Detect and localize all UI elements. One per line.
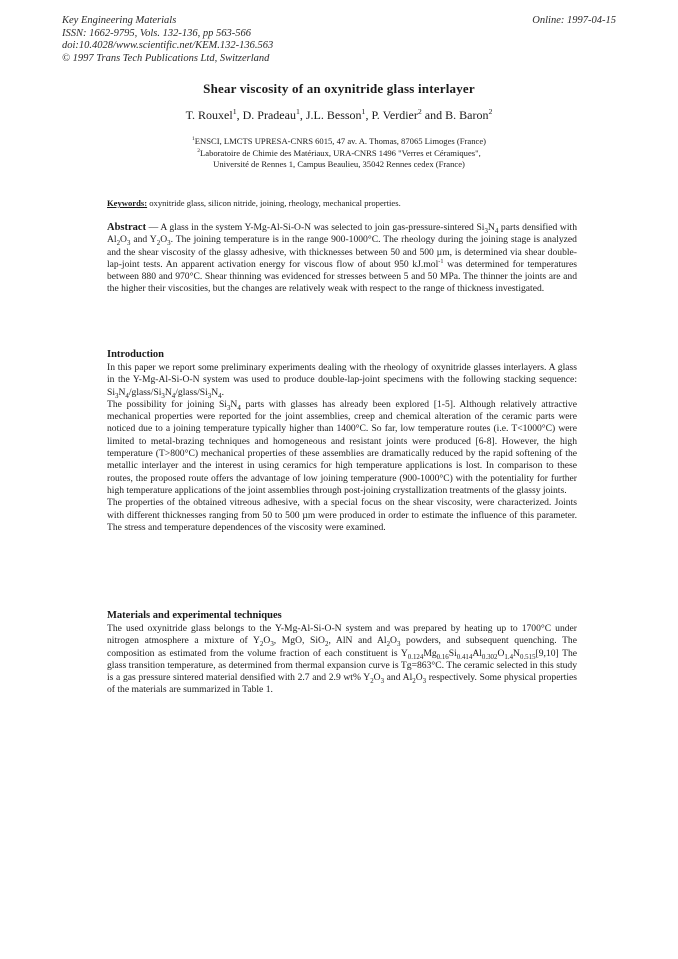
author-name: B. Baron: [445, 108, 489, 122]
author-list: T. Rouxel$^1$, D. Pradeau$^1$, J.L. Besson$^1$, P. Verdier$^2$ and B. Baron$^2$: [185, 107, 493, 122]
materials-heading: Materials and experimental techniques: [107, 610, 282, 621]
citation-header: [62, 15, 273, 65]
author-name: D. Pradeau: [242, 108, 296, 122]
abstract-label: Abstract: [107, 222, 147, 233]
introduction-text: [107, 362, 577, 534]
affiliation-2-cont: Université de Rennes 1, Campus Beaulieu, 35042 Rennes cedex (France): [213, 159, 465, 169]
copyright-line: © 1997 Trans Tech Publications Ltd, Switzerland: [62, 52, 270, 64]
keywords-text: oxynitride glass, silicon nitride, joining, rheology, mechanical properties.: [147, 198, 401, 208]
paragraph: The possibility for joining $Si_3N_4$ parts with glasses has already been explored [1-5]. Although relatively attractive mechanical properties were reported for the joint assemblies, creep and chemical alteration of the ceramic parts were noticed due to a joining temperature typically higher than 1400°C. So far, low temperature routes (i.e. T<1000°C) were limited to metal-brazing techniques and homogeneous and resistant joints were produced [6-8]. However, the high temperature (T>800°C) mechanical properties of these assemblies are dramatically reduced by the rapid softening of the metallic interlayer and the interest in using ceramics for high temperature applications is lost. In comparison to these routes, the proposed route offers the advantage of low joining temperature (900-1000°C) with the potentiality for further high temperature applications of the joint assemblies through post-joining crystallization treatments of the glassy joints.: [107, 398, 577, 496]
paper-title: Shear viscosity of an oxynitride glass interlayer: [203, 81, 475, 96]
paragraph: In this paper we report some preliminary experiments dealing with the rheology of oxynitride glasses interlayers. A glass in the Y-Mg-Al-Si-O-N system was used to produce double-lap-joint specimens with the following stacking sequence: $Si_3N_4/glass/Si_3N_4/glass/Si_3N_4$.: [107, 362, 577, 400]
paragraph: The properties of the obtained vitreous adhesive, with a special focus on the shear viscosity, were characterized. Joints with different thicknesses ranging from 50 to 500 µm were produced in order to estimate the influence of this parameter. The stress and temperature dependences of the viscosity were examined.: [107, 497, 577, 533]
introduction-heading: Introduction: [107, 349, 164, 360]
affiliation-2: $^2$Laboratoire de Chimie des Matériaux, URA-CNRS 1496 "Verres et Céramiques",: [197, 148, 481, 158]
affiliation-1: $^1$ENSCI, LMCTS UPRESA-CNRS 6015, 47 av. A. Thomas, 87065 Limoges (France): [191, 136, 487, 146]
author-name: P. Verdier: [371, 108, 418, 122]
author-name: T. Rouxel: [185, 108, 233, 122]
doi-line: doi:10.4028/www.scientific.net/KEM.132-136.563: [62, 40, 274, 51]
author-name: J.L. Besson: [305, 108, 362, 122]
abstract: Abstract — A glass in the system Y-Mg-Al-Si-O-N was selected to join gas-pressure-sintered $Si_3N_4$ parts densified with $Al_2O_3$ and $Y_2O_3$. The joining temperature is in the range 900-1000°C. The rheology during the joining stage is analyzed and the shear viscosity of the glassy adhesive, with thicknesses between 50 and 500 µm, is determined via shear double-lap-joint tests. An apparent activation energy for viscous flow of about 950 kJ.mol$^{-1}$ was determined for temperatures between 880 and 970°C. Shear thinning was evidenced for stresses between 5 and 50 MPa. The thinner the joints are and the higher their viscosities, but the changes are relatively weak with respect to the range of thickness investigated.: [107, 222, 577, 295]
online-date: Online: 1997-04-15: [532, 15, 616, 26]
journal-name: Key Engineering Materials: [62, 15, 177, 26]
paragraph: The used oxynitride glass belongs to the Y-Mg-Al-Si-O-N system and was prepared by heating up to 1700°C under nitrogen atmosphere a mixture of $Y_2O_3$, MgO, SiO$_2$, AlN and $Al_2O_3$ powders, and subsequent quenching. The composition as estimated from the volume fraction of each constituent is $Y_{0.124}Mg_{0.16}Si_{0.414}Al_{0.302}O_{1.4}N_{0.515}[9,10]$ The glass transition temperature, as determined from thermal expansion curve is Tg=863°C. The ceramic selected in this study is a gas pressure sintered material densified with 2.7 and 2.9 wt% $Y_2O_3$ and $Al_2O_3$ respectively. Some physical properties of the materials are summarized in Table 1.: [107, 623, 577, 696]
materials-text: [107, 623, 577, 697]
keywords-label: Keywords:: [107, 198, 148, 208]
keywords: [107, 198, 577, 208]
issn-line: ISSN: 1662-9795, Vols. 132-136, pp 563-566: [62, 27, 251, 39]
